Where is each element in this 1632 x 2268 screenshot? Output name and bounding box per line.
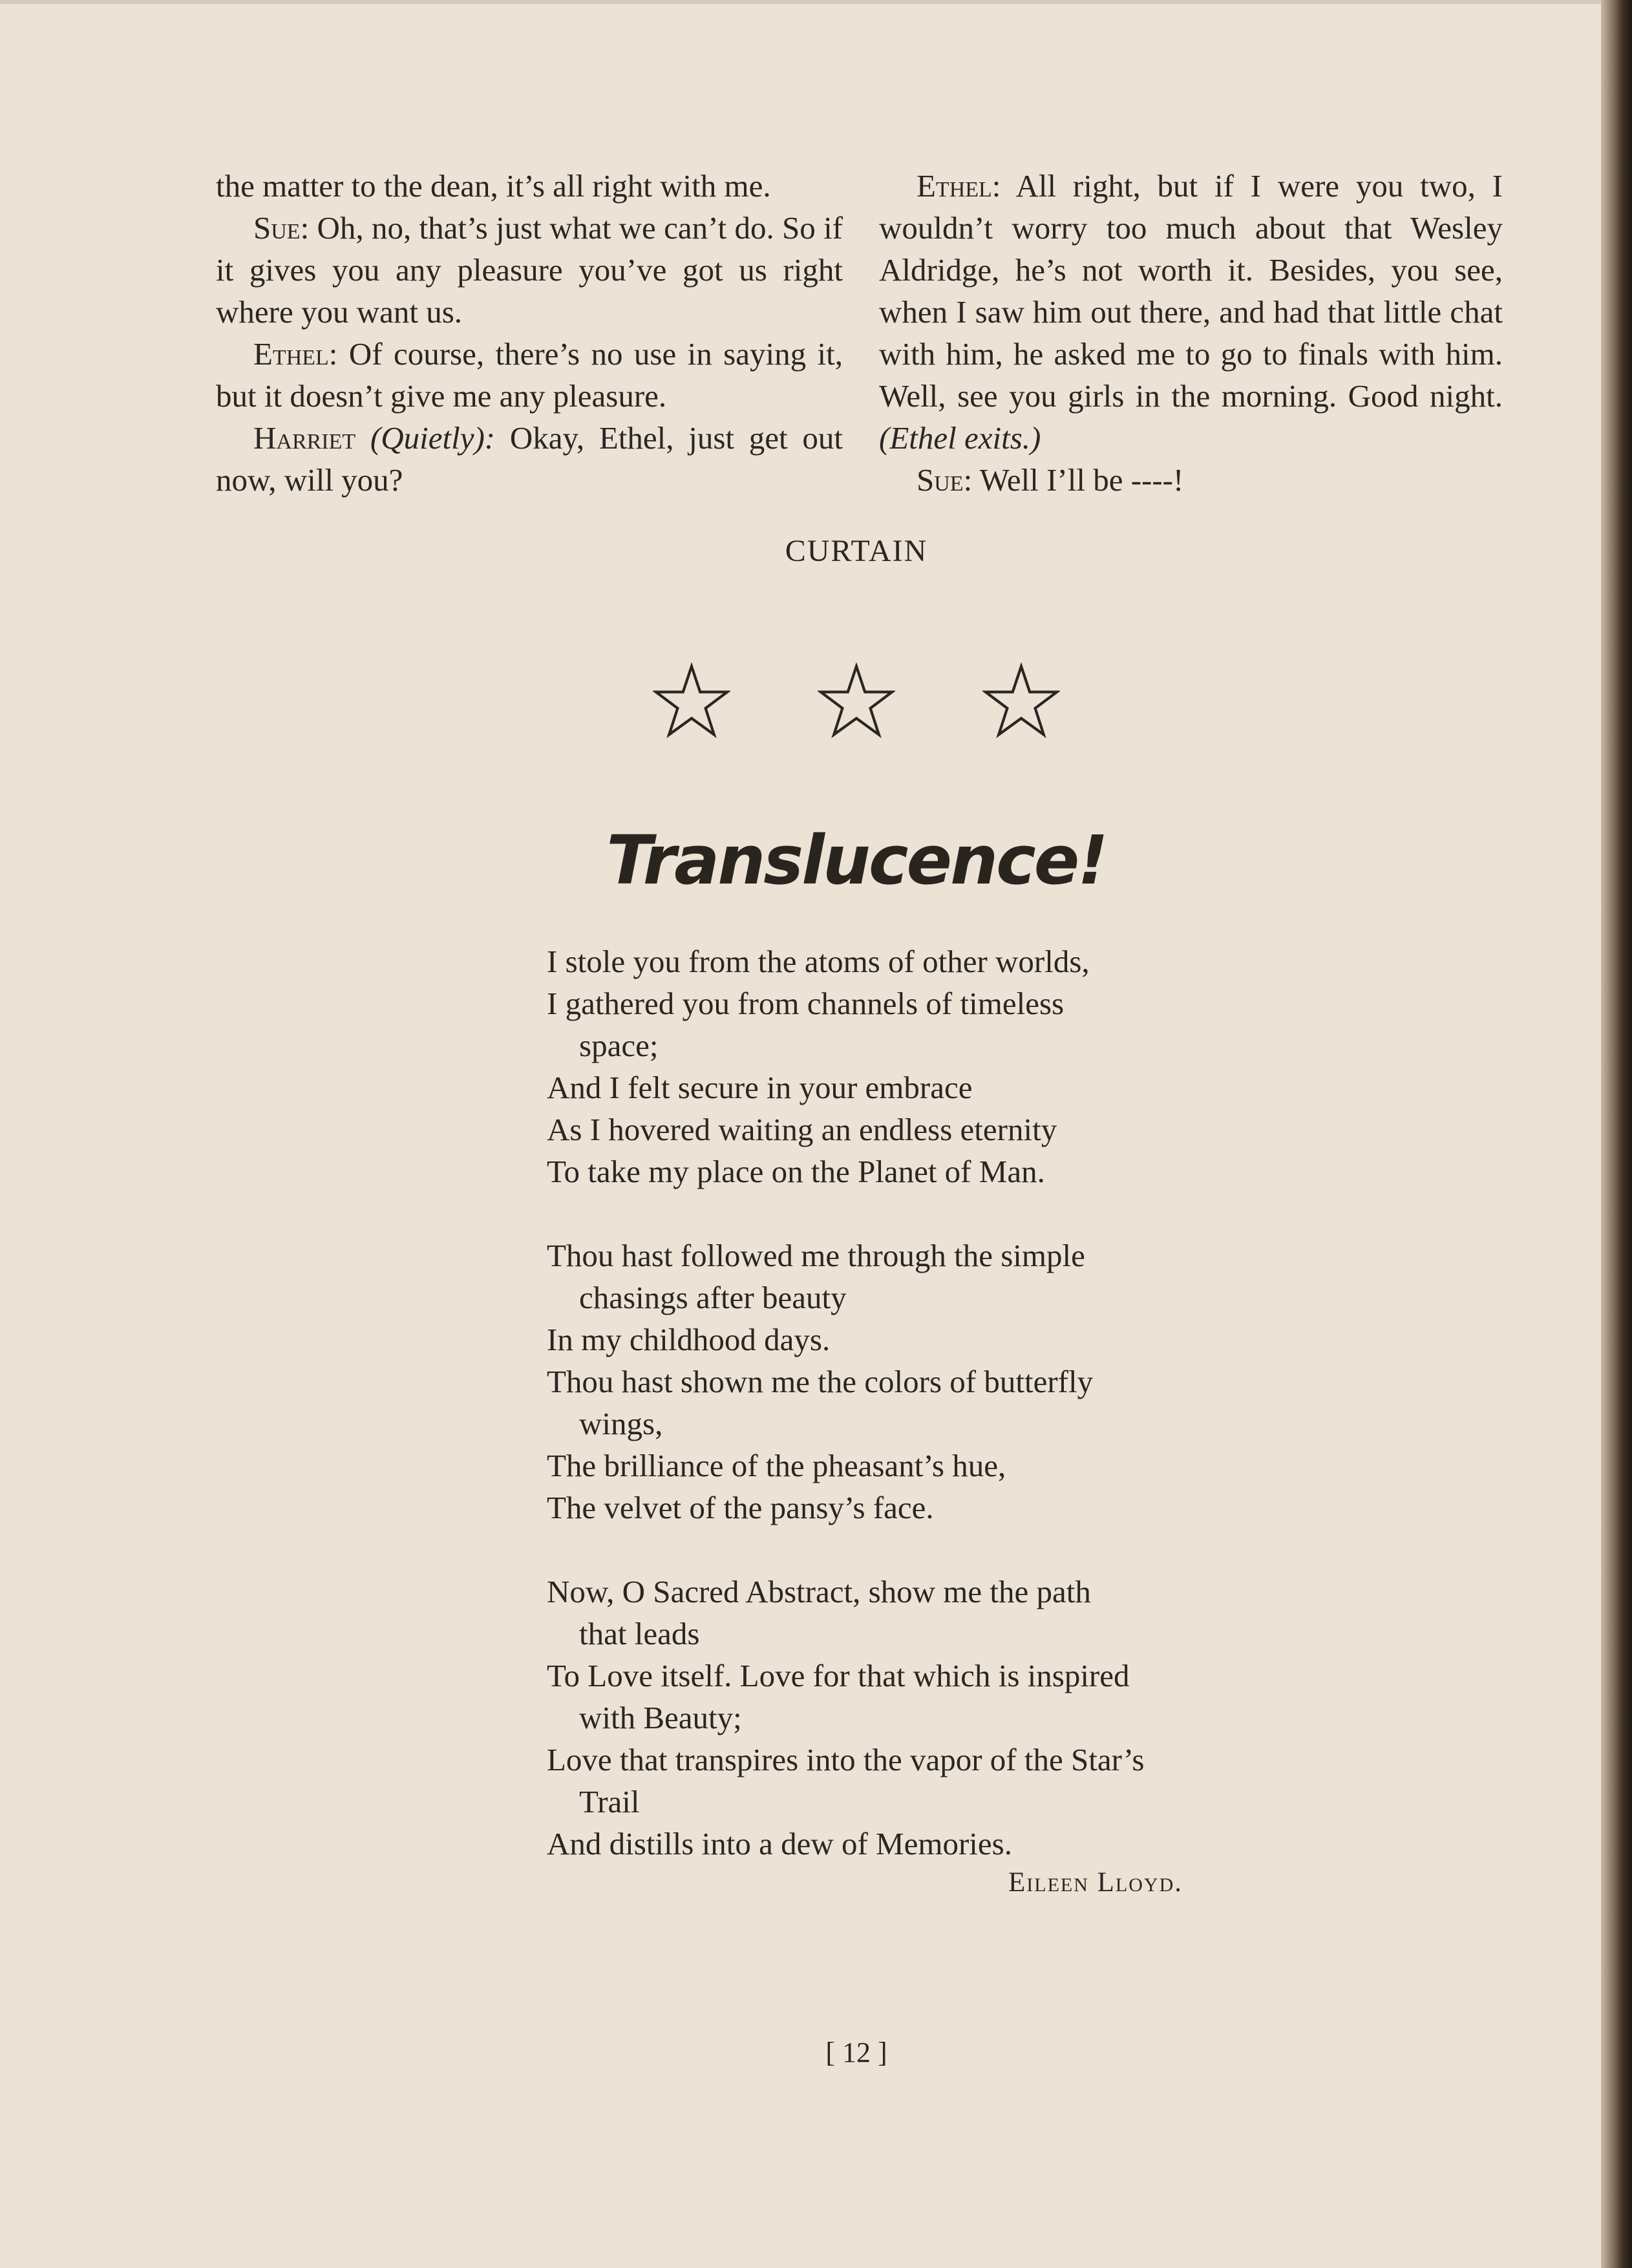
dialogue-line: Sue: Well I’ll be ----! bbox=[917, 462, 1184, 498]
dialogue-line: Harriet (Quietly): Okay, Ethel, just get out now, will you? bbox=[216, 420, 843, 498]
dialogue-line: Ethel: All right, but if I were you two, I wouldn’t worry too much about that Wesley Aldridge, he’s not worth it. Besides, you see, when I saw him out there, and had that little chat with him, he asked me to go to finals with him. Well, see you girls in the morning. Good night. (Ethel exits.) bbox=[879, 168, 1503, 456]
poem-line: chasings after beauty bbox=[579, 1280, 847, 1315]
poem-line: Love that transpires into the vapor of the Star’s bbox=[547, 1742, 1145, 1777]
stage-direction: (Ethel exits.) bbox=[879, 420, 1041, 456]
poem-line: The velvet of the pansy’s face. bbox=[547, 1490, 934, 1525]
speaker-name: Sue: bbox=[917, 462, 973, 498]
poem-line: Now, O Sacred Abstract, show me the path bbox=[547, 1574, 1091, 1609]
poem-title: Translucence! bbox=[606, 821, 1107, 900]
dialogue-column-right bbox=[879, 165, 1503, 501]
star-icon bbox=[818, 662, 895, 740]
stage-direction: (Quietly): bbox=[370, 420, 496, 456]
page-top-rule bbox=[0, 0, 1601, 4]
poem-author: Eileen Lloyd. bbox=[1008, 1867, 1183, 1898]
poem-stanza bbox=[547, 1571, 1258, 1865]
speaker-name: Ethel: bbox=[253, 336, 338, 372]
poem-line: As I hovered waiting an endless eternity bbox=[547, 1112, 1057, 1147]
speaker-name: Sue: bbox=[253, 210, 310, 246]
poem-line: Trail bbox=[579, 1784, 640, 1819]
poem-line: To take my place on the Planet of Man. bbox=[547, 1154, 1045, 1189]
speaker-name: Ethel: bbox=[917, 168, 1001, 204]
star-divider bbox=[653, 662, 1066, 740]
book-spine-edge bbox=[1601, 0, 1632, 2268]
dialogue-line: Sue: Oh, no, that’s just what we can’t do. So if it gives you any pleasure you’ve got us right where you want us. bbox=[216, 210, 843, 330]
poem-line: Thou hast followed me through the simple bbox=[547, 1238, 1085, 1273]
poem-line: with Beauty; bbox=[579, 1700, 742, 1735]
poem-body bbox=[547, 940, 1258, 1907]
star-icon bbox=[653, 662, 730, 740]
poem-line: that leads bbox=[579, 1616, 700, 1651]
poem-line: And distills into a dew of Memories. bbox=[547, 1826, 1012, 1861]
poem-line: I gathered you from channels of timeless bbox=[547, 986, 1065, 1021]
page-number: [ 12 ] bbox=[825, 2037, 887, 2068]
poem-line: Thou hast shown me the colors of butterfly bbox=[547, 1364, 1094, 1399]
poem-line: wings, bbox=[579, 1406, 663, 1441]
curtain-heading: CURTAIN bbox=[785, 534, 928, 568]
dialogue-line: Ethel: Of course, there’s no use in saying it, but it doesn’t give me any pleasure. bbox=[216, 336, 843, 414]
poem-line: I stole you from the atoms of other worlds, bbox=[547, 944, 1090, 979]
poem-stanza bbox=[547, 940, 1258, 1192]
star-icon bbox=[982, 662, 1060, 740]
dialogue-column-left bbox=[216, 165, 843, 501]
dialogue-line: the matter to the dean, it’s all right with me. bbox=[216, 168, 771, 204]
poem-line: space; bbox=[579, 1028, 659, 1063]
poem-line: To Love itself. Love for that which is inspired bbox=[547, 1658, 1130, 1693]
poem-stanza bbox=[547, 1235, 1258, 1529]
poem-line: And I felt secure in your embrace bbox=[547, 1070, 973, 1105]
poem-line: In my childhood days. bbox=[547, 1322, 831, 1357]
poem-line: The brilliance of the pheasant’s hue, bbox=[547, 1448, 1006, 1483]
speaker-name: Harriet bbox=[253, 420, 356, 456]
